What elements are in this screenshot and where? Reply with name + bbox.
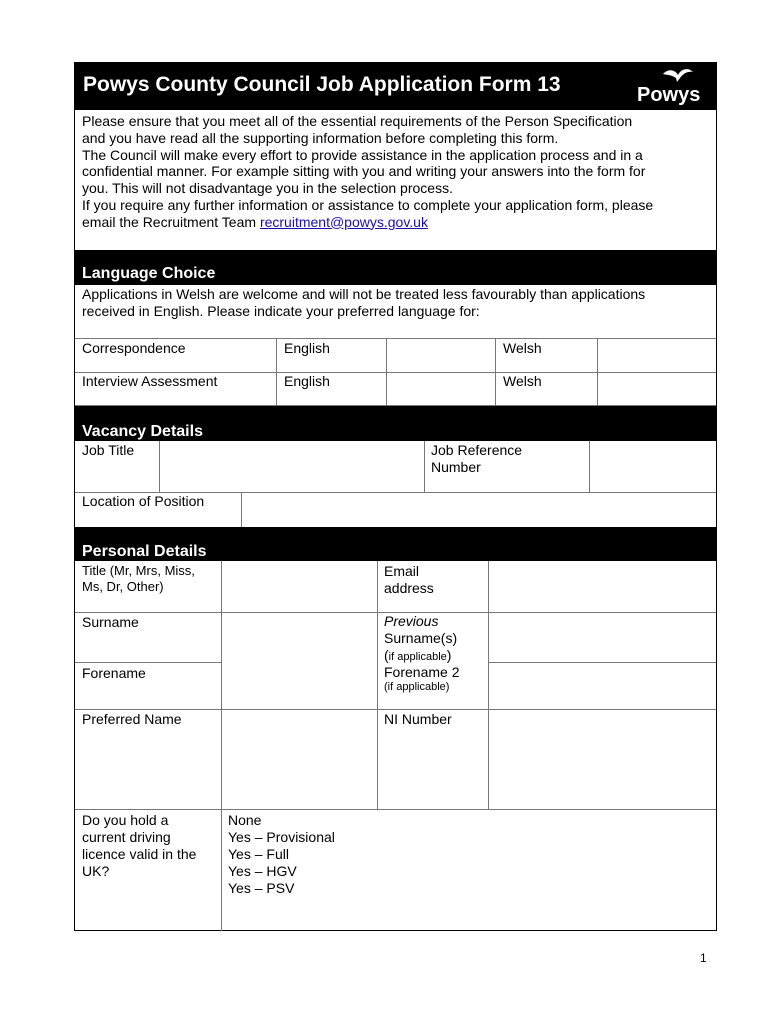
divider <box>488 662 716 663</box>
form-title-band <box>75 62 717 110</box>
preferred-name-label: Preferred Name <box>82 711 182 727</box>
email-label-line: Email <box>384 563 420 579</box>
intro-line: If you require any further information or assistance to complete your application form, please <box>82 196 654 213</box>
previous-label-line: Previous <box>384 613 439 629</box>
frame-right <box>716 62 717 931</box>
vacancy-heading: Vacancy Details <box>82 423 203 440</box>
licence-label <box>82 812 196 880</box>
intro-line: The Council will make every effort to provide assistance in the application process and in a <box>82 146 643 163</box>
forename2-label <box>384 664 459 694</box>
language-heading-band <box>75 250 717 285</box>
language-note <box>82 286 716 320</box>
divider <box>276 338 277 406</box>
licence-option[interactable]: Yes – Full <box>228 846 289 862</box>
forename-input[interactable] <box>221 663 377 709</box>
interview-welsh: Welsh <box>503 373 542 389</box>
previous-note-text: if applicable <box>388 651 447 663</box>
correspondence-english-box[interactable] <box>386 338 495 371</box>
licence-option[interactable]: Yes – HGV <box>228 863 297 879</box>
divider <box>75 372 716 373</box>
divider <box>75 405 716 406</box>
divider <box>75 709 716 710</box>
forename2-input[interactable] <box>488 663 716 709</box>
job-title-input[interactable] <box>159 441 424 492</box>
page-number: 1 <box>700 951 707 965</box>
personal-heading: Personal Details <box>82 543 207 560</box>
divider <box>495 338 496 406</box>
previous-note-close: ) <box>446 647 452 663</box>
powys-logo-text: Powys <box>637 84 701 106</box>
correspondence-welsh: Welsh <box>503 340 542 356</box>
licence-label-line: Do you hold a <box>82 812 169 828</box>
divider <box>377 561 378 810</box>
intro-line: confidential manner. For example sitting with you and writing your answers into the form for <box>82 163 646 180</box>
divider <box>424 441 425 492</box>
job-ref-label <box>431 442 522 476</box>
ni-number-label: NI Number <box>384 711 452 727</box>
divider <box>75 492 716 493</box>
divider <box>221 561 222 931</box>
licence-label-line: UK? <box>82 863 110 879</box>
previous-note-open: ( <box>384 647 389 663</box>
job-ref-label-line: Number <box>431 459 481 475</box>
recruitment-email-link[interactable]: recruitment@powys.gov.uk <box>259 213 428 230</box>
intro-email-prefix: email the Recruitment Team <box>82 213 260 230</box>
intro-paragraph <box>82 113 716 231</box>
divider <box>75 662 221 663</box>
forename2-label-line: Forename 2 <box>384 664 460 680</box>
title-input[interactable] <box>221 561 377 612</box>
intro-line: Please ensure that you meet all of the essential requirements of the Person Specification <box>82 113 633 129</box>
job-title-label: Job Title <box>82 442 135 458</box>
interview-welsh-box[interactable] <box>597 372 716 405</box>
intro-line: you. This will not disadvantage you in the selection process. <box>82 180 453 197</box>
divider <box>75 612 716 613</box>
frame-bottom <box>74 930 717 931</box>
preferred-name-input[interactable] <box>221 709 377 809</box>
correspondence-label: Correspondence <box>82 340 186 356</box>
divider <box>386 338 387 406</box>
surname-input[interactable] <box>221 612 377 662</box>
job-ref-label-line: Job Reference <box>431 442 523 458</box>
intro-line: and you have read all the supporting information before completing this form. <box>82 129 559 146</box>
forename2-note: (if applicable) <box>384 681 450 693</box>
location-input[interactable] <box>241 492 716 526</box>
licence-label-line: current driving <box>82 829 171 845</box>
email-label-line: address <box>384 580 434 596</box>
title-label-line: Ms, Dr, Other) <box>82 579 164 594</box>
surname-label: Surname <box>82 614 139 630</box>
language-note-line: Applications in Welsh are welcome and will not be treated less favourably than applications <box>82 286 646 302</box>
divider <box>159 441 160 492</box>
previous-surname-input[interactable] <box>488 612 716 662</box>
title-label <box>82 563 195 595</box>
licence-option[interactable]: Yes – PSV <box>228 880 295 896</box>
personal-heading-band <box>75 527 717 561</box>
previous-label-line: Surname(s) <box>384 630 458 646</box>
licence-option[interactable]: Yes – Provisional <box>228 829 335 845</box>
location-label: Location of Position <box>82 493 205 509</box>
powys-logo <box>635 66 711 108</box>
frame-left <box>74 62 75 931</box>
divider <box>75 809 716 810</box>
correspondence-english: English <box>284 340 330 356</box>
vacancy-heading-band <box>75 406 717 441</box>
licence-options <box>228 812 335 897</box>
divider <box>597 338 598 406</box>
divider <box>75 338 716 339</box>
form-title: Powys County Council Job Application Form 13 <box>83 73 561 96</box>
language-note-line: received in English. Please indicate your preferred language for: <box>82 302 480 319</box>
job-ref-input[interactable] <box>589 441 716 492</box>
licence-label-line: licence valid in the <box>82 846 197 862</box>
interview-label: Interview Assessment <box>82 373 218 389</box>
title-label-line: Title (Mr, Mrs, Miss, <box>82 563 195 578</box>
interview-english-box[interactable] <box>386 372 495 405</box>
forename-label: Forename <box>82 665 146 681</box>
interview-english: English <box>284 373 330 389</box>
previous-surname-label <box>384 613 457 666</box>
ni-number-input[interactable] <box>488 709 716 809</box>
bird-icon <box>661 66 695 86</box>
language-heading: Language Choice <box>82 265 216 282</box>
licence-option[interactable]: None <box>228 812 262 828</box>
intro-line-last <box>82 214 716 231</box>
email-input[interactable] <box>488 561 716 612</box>
divider <box>589 441 590 492</box>
correspondence-welsh-box[interactable] <box>597 338 716 371</box>
divider <box>241 492 242 527</box>
email-label <box>384 563 434 597</box>
divider <box>488 561 489 810</box>
